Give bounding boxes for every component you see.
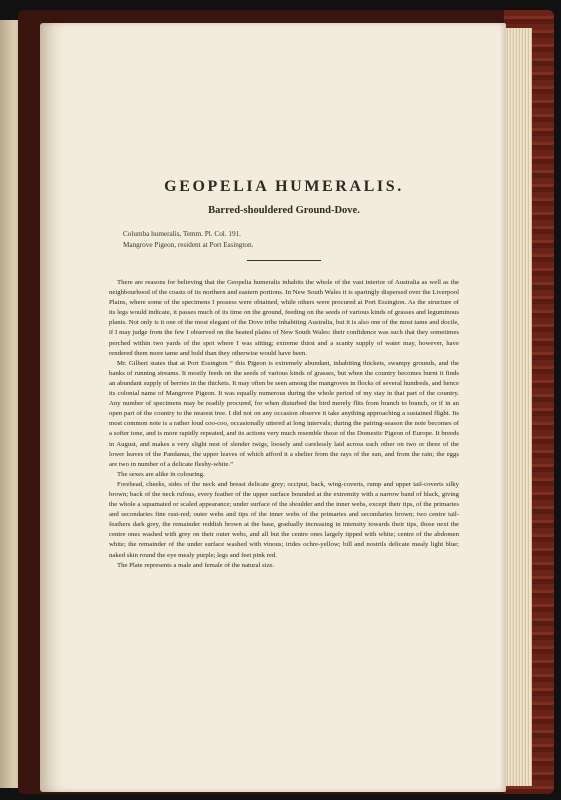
divider-rule (247, 260, 321, 261)
body-text (109, 278, 459, 571)
paragraph: The Plate represents a male and female of the natural size. (117, 561, 275, 569)
paragraph: There are reasons for believing that the Geopelia humeralis inhabits the whole of the vast interior of Australia as well as the neighbourhood of the coasts of its northern and eastern portions. In New South Wales it is sparingly dispersed over the Liverpool Plains, where some of the specimens I possess were obtained, while others were procured at Port Essington. As the structure of its legs would indicate, it passes much of its time on the ground, feeding on the seeds of various kinds of grasses and leguminous plants. Not only is it one of the most elegant of the Dove tribe inhabiting Australia, but it is also one of the most tame and docile, if I may judge from the few I observed on the heated plains of New South Wales: their confidence was such that they sometimes perched within two yards of the spot where I was sitting; extreme thirst and a scanty supply of water may, however, have rendered them more tame and bold than they otherwise would have been. (109, 279, 459, 357)
book-binding (18, 10, 554, 794)
book-page (40, 23, 506, 792)
paragraph: Forehead, cheeks, sides of the neck and breast delicate grey; occiput, back, wing-coverts, rump and upper tail-coverts silky brown; back of the neck rufous, every feather of the upper surface bounded at the extremity with a narrow band of black, giving the whole a squamated or scaled appearance; under surface of the shoulder and the inner webs, except their tips, of the primaries and secondaries fine rust-red; outer webs and tips of the inner webs of the primaries and secondaries brown; two centre tail-feathers dark grey, the remainder reddish brown at the base, gradually increasing in intensity towards their tips, those next the centre ones washed with grey on their outer webs, and all but the centre ones largely tipped with white; centre of the abdomen white; the remainder of the under surface washed with vinous; irides ochre-yellow; bill and nostrils delicate mealy light blue; naked skin round the eye mealy purple; legs and feet pink red. (109, 480, 459, 559)
paragraph: The sexes are alike in colouring. (117, 470, 205, 478)
paragraph: Mr. Gilbert states that at Port Essington “ this Pigeon is extremely abundant, inhabiting thickets, swampy grounds, and the banks of running streams. It mostly feeds on the seeds of various kinds of grasses, but when the country becomes burnt it finds an abundant supply of berries in the thickets. It may often be seen among the mangroves in flocks of several hundreds, and hence its colonial name of Mangrove Pigeon. It was equally numerous during the whole period of my stay in that part of the country. Any number of specimens may be readily procured, for when disturbed the bird merely flits from branch to branch, or if in an open part of the country to the nearest tree. I did not on any occasion observe it take anything approaching a sustained flight. Its most common note is a rather loud coo-coo, occasionally uttered at long intervals; during the pairing-season the note becomes of a softer tone, and is more rapidly repeated, and its actions very much resemble those of the Domestic Pigeon of Europe. It breeds in August, and makes a very slight nest of slender twigs, loosely and carelessly laid across each other on two or three of the lower leaves of the Pandanus, the upper leaves of which afford it a shelter from the rays of the sun, and from the rain; the eggs are two in number of a delicate fleshy-white.” (109, 359, 459, 468)
species-title: GEOPELIA HUMERALIS. (164, 178, 404, 195)
synonym-line: Mangrove Pigeon, resident at Port Essington. (123, 241, 254, 249)
synonym-line: Columba humeralis, Temm. Pl. Col. 191. (123, 230, 241, 238)
common-name: Barred-shouldered Ground-Dove. (208, 205, 360, 216)
